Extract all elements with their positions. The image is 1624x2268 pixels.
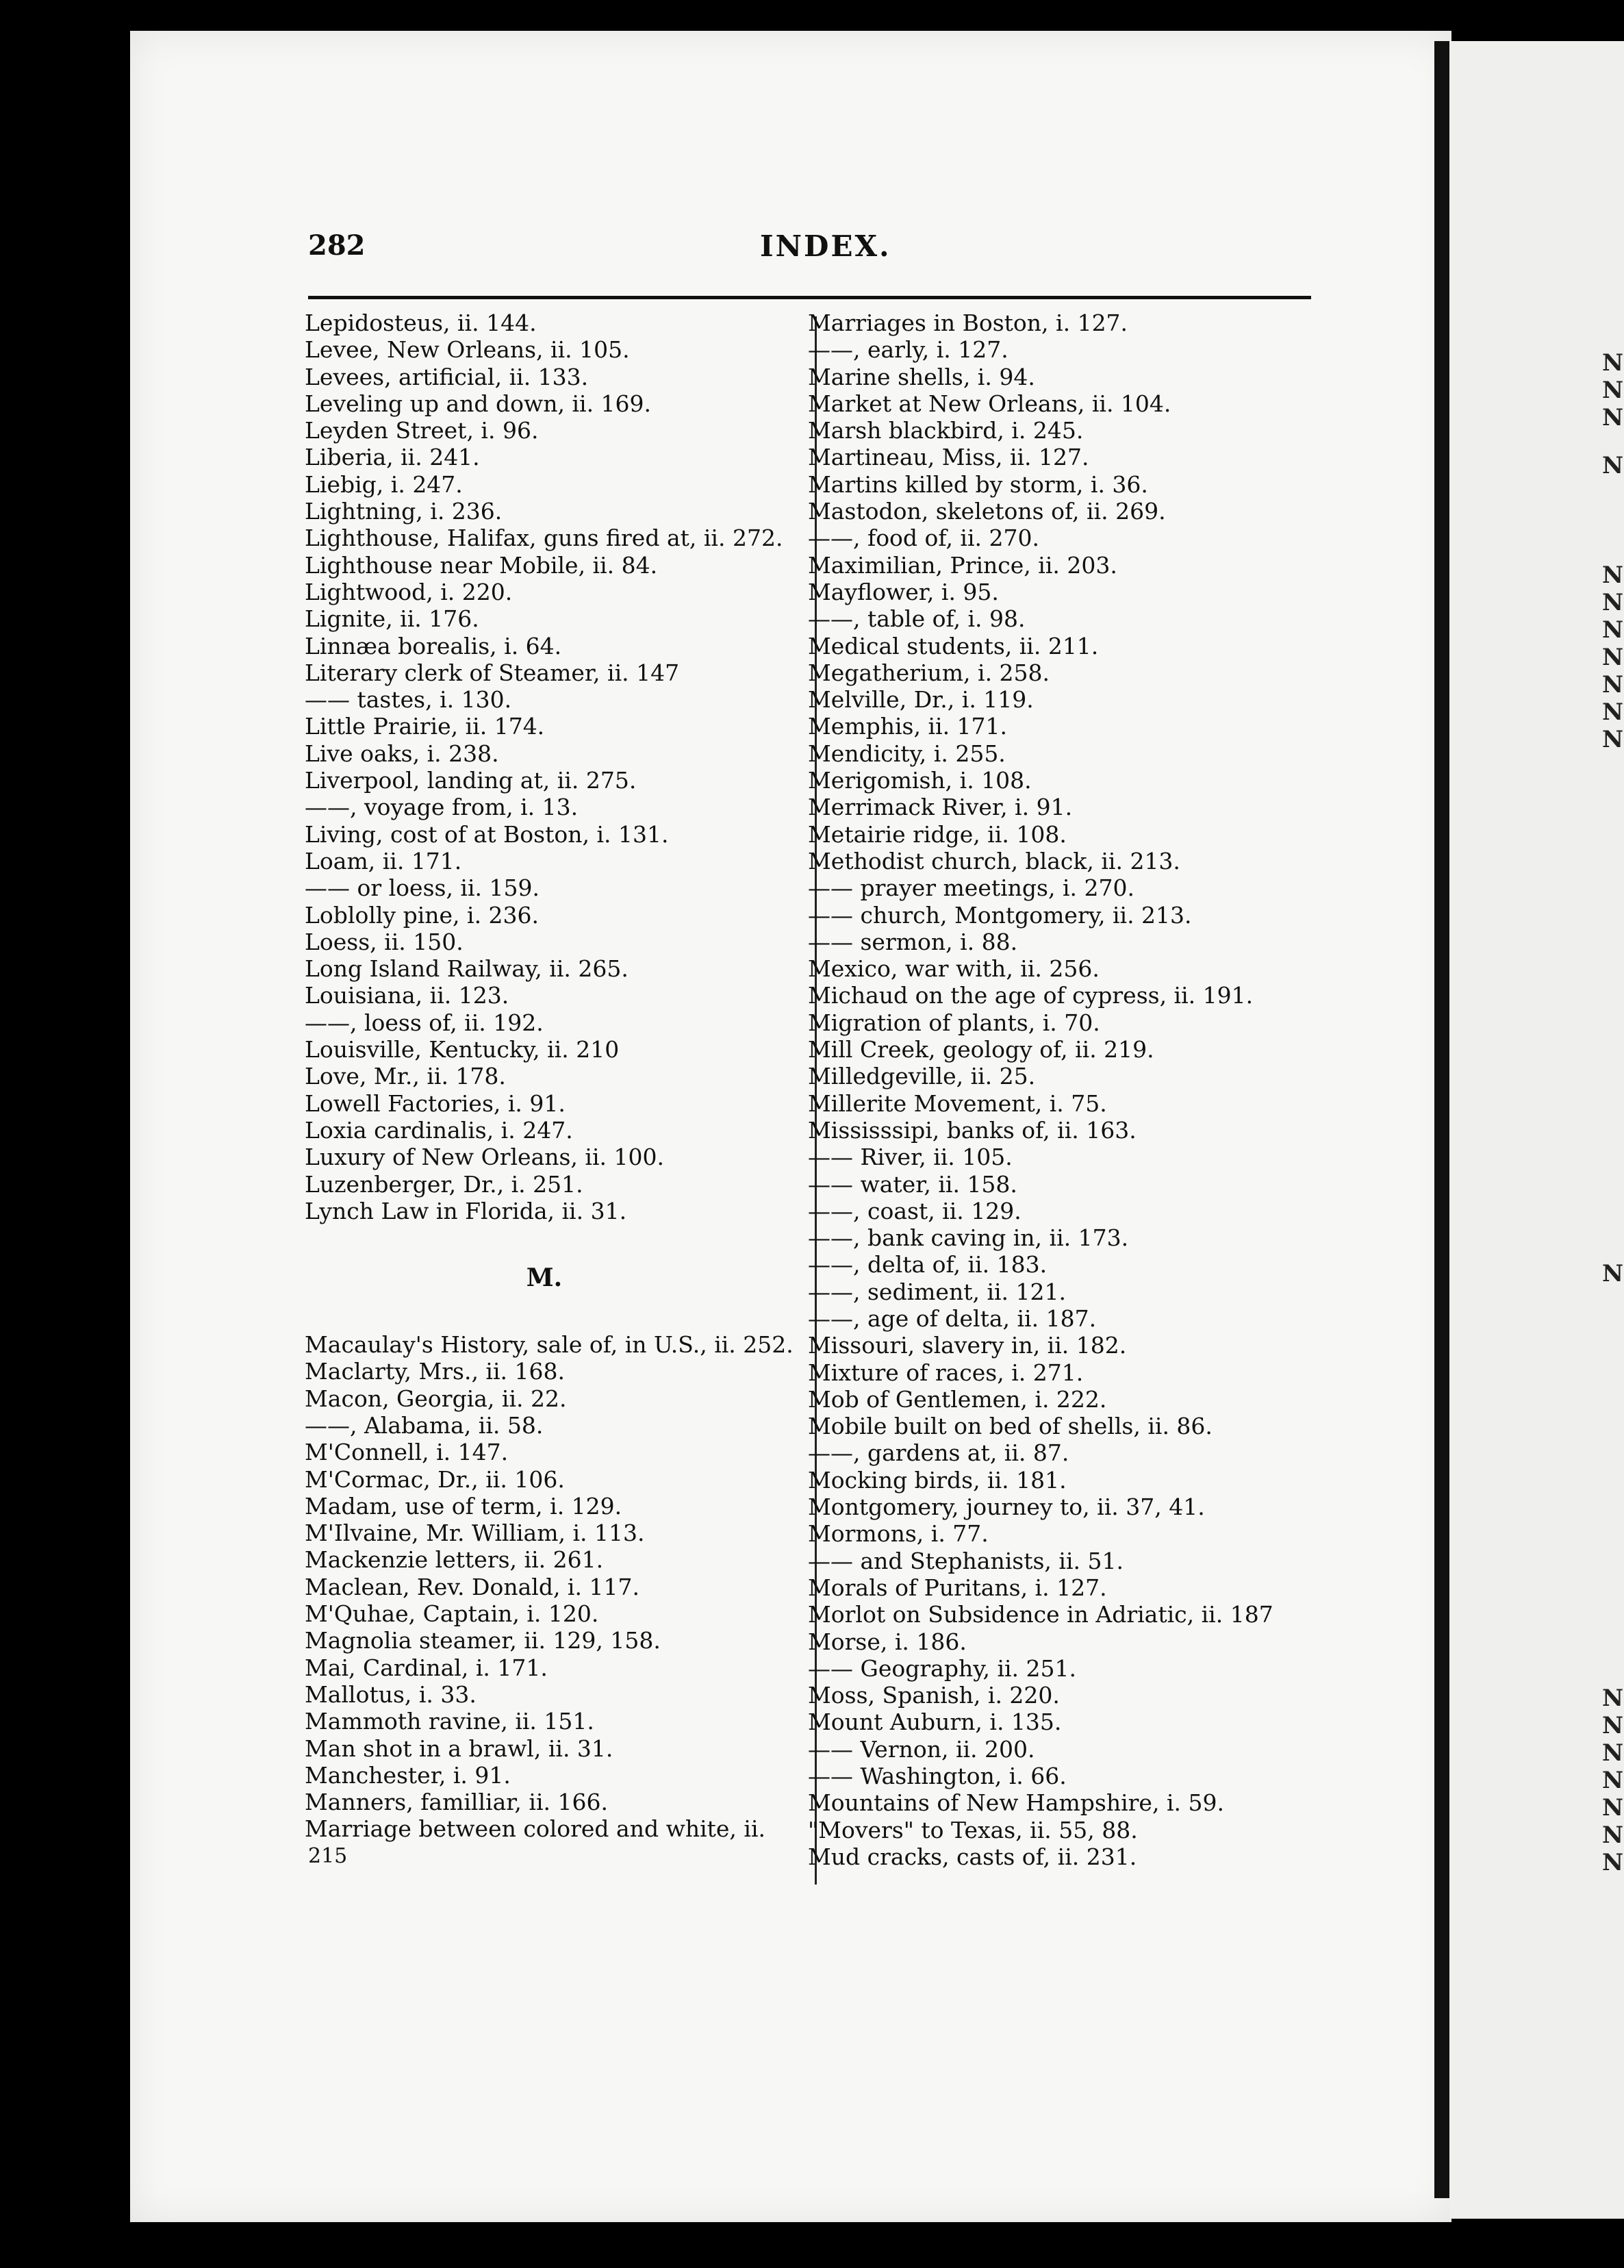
index-entry: Mobile built on bed of shells, ii. 86. [808, 1413, 1213, 1440]
index-entry: —— Geography, ii. 251. [808, 1654, 1077, 1682]
index-entry: Lighthouse near Mobile, ii. 84. [305, 551, 658, 579]
edge-letter: N [1602, 452, 1624, 479]
index-entry: Metairie ridge, ii. 108. [808, 820, 1067, 848]
index-entry: Mastodon, skeletons of, ii. 269. [808, 498, 1166, 525]
index-entry: M'Ilvaine, Mr. William, i. 113. [305, 1520, 645, 1547]
index-entry: Leveling up and down, ii. 169. [305, 390, 652, 417]
edge-letter: N [1602, 1260, 1624, 1287]
page-header [308, 229, 1321, 270]
index-entry: Lepidosteus, ii. 144. [305, 310, 537, 336]
index-entry: Milledgeville, ii. 25. [808, 1063, 1036, 1090]
edge-letter: N [1602, 1794, 1624, 1822]
index-entry: Martineau, Miss, ii. 127. [808, 444, 1089, 471]
index-entry: Lightning, i. 236. [305, 498, 503, 525]
index-entry: Liverpool, landing at, ii. 275. [305, 767, 637, 794]
index-entry: M'Cormac, Dr., ii. 106. [305, 1465, 565, 1493]
index-entry: ——, food of, ii. 270. [808, 525, 1039, 552]
index-entry: Marriage between colored and white, ii. [305, 1815, 766, 1843]
index-entry: Mormons, i. 77. [808, 1520, 989, 1548]
index-entry: —— tastes, i. 130. [305, 686, 512, 714]
index-entry: Mammoth ravine, ii. 151. [305, 1708, 594, 1735]
index-entry: ——, age of delta, ii. 187. [808, 1305, 1097, 1332]
index-entry: Mackenzie letters, ii. 261. [305, 1546, 604, 1574]
index-entry: Magnolia steamer, ii. 129, 158. [305, 1627, 661, 1654]
index-entry: Montgomery, journey to, ii. 37, 41. [808, 1494, 1205, 1521]
edge-letter: N [1602, 1822, 1624, 1849]
index-entry: Market at New Orleans, ii. 104. [808, 390, 1171, 417]
index-entry: —— River, ii. 105. [808, 1144, 1013, 1171]
index-entry: Literary clerk of Steamer, ii. 147 [305, 659, 680, 686]
index-entry: ——, sediment, ii. 121. [808, 1278, 1067, 1305]
index-entry: Morse, i. 186. [808, 1628, 967, 1655]
index-entry: Merrimack River, i. 91. [808, 794, 1073, 821]
index-entry: Lignite, ii. 176. [305, 605, 479, 633]
index-entry: Mississsipi, banks of, ii. 163. [808, 1116, 1137, 1144]
index-entry: —— or loess, ii. 159. [305, 874, 540, 902]
facing-page [1449, 41, 1624, 2219]
index-entry: Merigomish, i. 108. [808, 767, 1032, 794]
index-entry: Methodist church, black, ii. 213. [808, 847, 1180, 874]
index-entry: Lighthouse, Halifax, guns fired at, ii. 272. [305, 525, 783, 552]
index-entry: —— and Stephanists, ii. 51. [808, 1547, 1124, 1574]
index-entry: Macaulay's History, sale of, in U.S., ii. 252. [305, 1331, 794, 1359]
book-gutter [1434, 41, 1449, 2198]
index-entry: M'Quhae, Captain, i. 120. [305, 1600, 599, 1628]
edge-letter: N [1602, 349, 1624, 377]
edge-letter: N [1602, 1849, 1624, 1876]
index-entry: ——, bank caving in, ii. 173. [808, 1224, 1129, 1252]
index-entry: —— church, Montgomery, ii. 213. [808, 901, 1192, 929]
edge-letter: N [1602, 1685, 1624, 1712]
index-entry: Manchester, i. 91. [305, 1761, 511, 1789]
edge-letter: N [1602, 1712, 1624, 1739]
index-entry: Mill Creek, geology of, ii. 219. [808, 1036, 1154, 1063]
index-entry: Living, cost of at Boston, i. 131. [305, 820, 669, 848]
index-entry: Loess, ii. 150. [305, 928, 464, 955]
index-entry: Loxia cardinalis, i. 247. [305, 1116, 573, 1144]
index-entry: Levees, artificial, ii. 133. [305, 363, 589, 390]
index-entry: Marsh blackbird, i. 245. [808, 417, 1084, 444]
index-entry: Linnæa borealis, i. 64. [305, 632, 562, 659]
index-entry: Mexico, war with, ii. 256. [808, 955, 1100, 983]
index-entry: Maclarty, Mrs., ii. 168. [305, 1358, 565, 1385]
index-entry: Madam, use of term, i. 129. [305, 1492, 622, 1520]
index-entry: Lowell Factories, i. 91. [305, 1089, 566, 1117]
right-column [808, 310, 1308, 1870]
index-entry: Mount Auburn, i. 135. [808, 1709, 1062, 1736]
index-entry: Medical students, ii. 211. [808, 632, 1099, 659]
index-entry: Mob of Gentlemen, i. 222. [808, 1385, 1107, 1413]
index-entry: M'Connell, i. 147. [305, 1439, 509, 1466]
edge-letter: N [1602, 671, 1624, 698]
index-entry: Little Prairie, ii. 174. [305, 713, 545, 740]
edge-letter: N [1602, 404, 1624, 431]
edge-letter: N [1602, 562, 1624, 589]
edge-letter: N [1602, 1767, 1624, 1794]
index-entry: —— sermon, i. 88. [808, 928, 1018, 955]
index-entry: ——, early, i. 127. [808, 336, 1008, 364]
index-entry: ——, delta of, ii. 183. [808, 1251, 1048, 1278]
index-entry: Missouri, slavery in, ii. 182. [808, 1332, 1127, 1359]
index-entry: Martins killed by storm, i. 36. [808, 470, 1148, 498]
index-entry: Loblolly pine, i. 236. [305, 901, 540, 929]
index-entry: Leyden Street, i. 96. [305, 417, 539, 444]
index-entry: Louisville, Kentucky, ii. 210 [305, 1036, 620, 1063]
index-entry: ——, Alabama, ii. 58. [305, 1411, 544, 1439]
index-entry: Levee, New Orleans, ii. 105. [305, 336, 630, 364]
index-entry: ——, voyage from, i. 13. [305, 794, 579, 821]
index-entry: Luzenberger, Dr., i. 251. [305, 1170, 583, 1198]
edge-letter: N [1602, 1739, 1624, 1767]
edge-letter: N [1602, 698, 1624, 726]
index-entry: Memphis, ii. 171. [808, 713, 1008, 740]
index-entry: Michaud on the age of cypress, ii. 191. [808, 982, 1254, 1009]
edge-letter: N [1602, 644, 1624, 671]
index-entry: Long Island Railway, ii. 265. [305, 955, 629, 983]
index-entry: Marine shells, i. 94. [808, 363, 1035, 390]
index-entry: Migration of plants, i. 70. [808, 1009, 1100, 1036]
index-entry: ——, table of, i. 98. [808, 605, 1026, 633]
signature-mark: 215 [308, 1843, 348, 1868]
index-entry: Liebig, i. 247. [305, 470, 463, 498]
index-entry: ——, gardens at, ii. 87. [808, 1439, 1069, 1467]
index-entry: —— prayer meetings, i. 270. [808, 874, 1134, 902]
index-entry: Lightwood, i. 220. [305, 578, 513, 605]
index-entry: Mud cracks, casts of, ii. 231. [808, 1843, 1137, 1870]
index-entry: Man shot in a brawl, ii. 31. [305, 1735, 613, 1762]
index-entry: Manners, familliar, ii. 166. [305, 1789, 608, 1816]
index-entry: Macon, Georgia, ii. 22. [305, 1385, 567, 1412]
index-entry: —— water, ii. 158. [808, 1170, 1017, 1198]
index-entry: Louisiana, ii. 123. [305, 982, 509, 1009]
index-entry: Mocking birds, ii. 181. [808, 1466, 1067, 1494]
index-entry: Loam, ii. 171. [305, 847, 462, 874]
index-entry: Mountains of New Hampshire, i. 59. [808, 1789, 1224, 1817]
index-entry: Morlot on Subsidence in Adriatic, ii. 187 [808, 1601, 1273, 1628]
index-entry: Marriages in Boston, i. 127. [808, 310, 1128, 336]
index-entry: —— Vernon, ii. 200. [808, 1735, 1035, 1763]
index-entry: Mayflower, i. 95. [808, 578, 999, 605]
index-entry: —— Washington, i. 66. [808, 1763, 1067, 1790]
index-entry: Moss, Spanish, i. 220. [808, 1682, 1060, 1709]
index-entry: Lynch Law in Florida, ii. 31. [305, 1197, 627, 1224]
edge-letter: N [1602, 726, 1624, 753]
index-entry: Mendicity, i. 255. [808, 740, 1006, 767]
index-entry: Mai, Cardinal, i. 171. [305, 1654, 548, 1681]
index-entry: Mallotus, i. 33. [305, 1680, 477, 1708]
index-entry: ——, coast, ii. 129. [808, 1197, 1022, 1224]
index-entry: Maximilian, Prince, ii. 203. [808, 551, 1117, 579]
section-letter: M. [526, 1263, 563, 1293]
page-number: 282 [308, 229, 366, 262]
index-entry: Love, Mr., ii. 178. [305, 1063, 506, 1090]
index-entry: ——, loess of, ii. 192. [305, 1009, 544, 1036]
index-entry: Morals of Puritans, i. 127. [808, 1574, 1107, 1601]
index-entry: Melville, Dr., i. 119. [808, 686, 1034, 714]
index-entry: Mixture of races, i. 271. [808, 1359, 1084, 1386]
edge-letter: N [1602, 616, 1624, 644]
edge-letter: N [1602, 377, 1624, 404]
index-entry: "Movers" to Texas, ii. 55, 88. [808, 1816, 1138, 1843]
left-column [305, 310, 798, 1869]
edge-letter: N [1602, 589, 1624, 616]
index-entry: Live oaks, i. 238. [305, 740, 499, 767]
running-head: INDEX. [760, 229, 891, 263]
index-entry: Luxury of New Orleans, ii. 100. [305, 1144, 664, 1171]
index-entry: Millerite Movement, i. 75. [808, 1089, 1107, 1117]
index-entry: Liberia, ii. 241. [305, 444, 480, 471]
index-entry: Megatherium, i. 258. [808, 659, 1050, 686]
index-entry: Maclean, Rev. Donald, i. 117. [305, 1573, 639, 1600]
header-rule [308, 296, 1311, 299]
